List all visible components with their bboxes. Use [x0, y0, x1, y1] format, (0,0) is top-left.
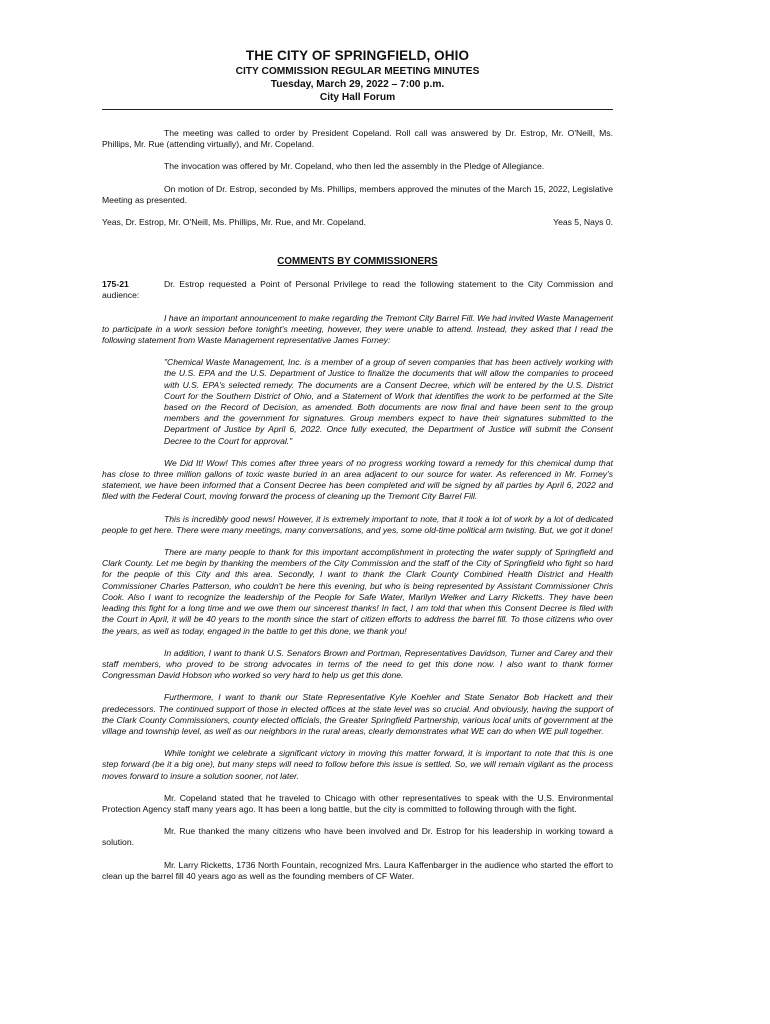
- document-header: [102, 48, 613, 104]
- item-intro-paragraph: [102, 279, 613, 301]
- item-intro-text: Dr. Estrop requested a Point of Personal Privilege to read the following statement to the City Commission and audience:: [102, 279, 613, 301]
- statement-paragraph: Furthermore, I want to thank our State Representative Kyle Koehler and State Senator Bob Hackett and their predecessors. The continued support of those in elected offices at the state level was so crucial. And obviously, having the support of the Clark County Commissioners, county elected officials, the Greater Springfield Partnership, various local units of government at the village and township level, as well as our neighbors in the rural areas, clearly demonstrates what WE can do when WE pull together.: [102, 692, 613, 736]
- followup-paragraph: Mr. Larry Ricketts, 1736 North Fountain, recognized Mrs. Laura Kaffenbarger in the audience who started the effort to clean up the barrel fill 40 years ago as well as the founding members of CF Water.: [102, 859, 613, 881]
- section-heading: COMMENTS BY COMMISSIONERS: [277, 256, 438, 268]
- meeting-date: Tuesday, March 29, 2022 – 7:00 p.m.: [270, 79, 445, 90]
- statement-paragraph: This is incredibly good news! However, it is extremely important to note, that it took a lot of work by a lot of dedicated people to get here. There were many meetings, many conversations, and yes, some old-time political arm twisting. But, we got it done!: [102, 513, 613, 535]
- statement-paragraph: We Did It! Wow! This comes after three years of no progress working toward a remedy for this chemical dump that has close to three million gallons of toxic waste buried in an area adjacent to our source for water. As referenced in Mr. Forney's statement, we have been informed that a Consent Decree has been completed and will be signed by all parties by April 6, 2022 and filed with the Federal Court, moving forward the process of cleaning up the Tremont City Barrel Fill.: [102, 457, 613, 502]
- waste-management-quote: "Chemical Waste Management, Inc. is a member of a group of seven companies that has been actively working with the U.S. EPA and the U.S. Department of Justice to finalize the documents that will allow the companies to proceed with U.S. EPA's selected remedy. The documents are a Consent Decree, which will be entered by the U.S. District Court for the Southern District of Ohio, and a Statement of Work that identifies the work to be performed at the Site based on the Record of Decision, as amended. Both documents are now final and have been sent to the group members and the government for signatures. Group members expect to have their signatures submitted to the Department of Justice by April 6, 2022. Once fully executed, the Department of Justice will submit the Consent Decree to the Court for approval.": [164, 357, 613, 446]
- minutes-page: [102, 48, 613, 882]
- vote-names: Yeas, Dr. Estrop, Mr. O'Neill, Ms. Phillips, Mr. Rue, and Mr. Copeland.: [102, 217, 367, 228]
- meeting-type: CITY COMMISSION REGULAR MEETING MINUTES: [235, 66, 480, 77]
- followup-paragraph: Mr. Copeland stated that he traveled to Chicago with other representatives to speak with the U.S. Environmental Protection Agency staff many years ago. It has been a long battle, but the city is committed to following through with the fight.: [102, 792, 613, 814]
- statement-paragraph: While tonight we celebrate a significant victory in moving this matter forward, it is important to note that this is one step forward (be it a big one), but many steps will need to follow before this issue is settled. So, we will remain vigilant as the process moves forward to insure a solution sooner, not later.: [102, 748, 613, 781]
- invocation-paragraph: The invocation was offered by Mr. Copeland, who then led the assembly in the Pledge of Allegiance.: [164, 161, 545, 172]
- vote-tally: Yeas 5, Nays 0.: [553, 217, 613, 228]
- header-divider: [102, 109, 613, 110]
- followup-paragraph: Mr. Rue thanked the many citizens who have been involved and Dr. Estrop for his leadership in working toward a solution.: [102, 826, 613, 848]
- statement-paragraph: There are many people to thank for this important accomplishment in protecting the water supply of Springfield and Clark County. Let me begin by thanking the members of the City Commission and the staff of the City of Springfield who fight so hard for the people of this City and this area. Secondly, I want to thank the Clark County Combined Health District and Health Commissioner Charles Patterson, who couldn't be here this evening, but who is being represented by Assistant Commissioner Chris Cook. Also I want to recognize the leadership of the People for Safe Water, Marilyn Welker and Larry Ricketts. They have been leading this fight for a long time and we owe them our sincerest thanks! In fact, I am told that when this Consent Decree is filed with the Court in April, it will be 40 years to the month since the start of citizen efforts to address the barrel fill. To those citizens who over the years, as well as today, engaged in the battle to get this done, we thank you!: [102, 547, 613, 636]
- minutes-motion-paragraph: On motion of Dr. Estrop, seconded by Ms. Phillips, members approved the minutes of the March 15, 2022, Legislative Meeting as presented.: [102, 183, 613, 205]
- item-number: 175-21: [102, 279, 129, 290]
- statement-paragraph: I have an important announcement to make regarding the Tremont City Barrel Fill. We had invited Waste Management to participate in a work session before tonight's meeting, however, they were unable to attend. Instead, they asked that I read the following statement from Waste Management representative James Forney:: [102, 312, 614, 346]
- statement-paragraph: In addition, I want to thank U.S. Senators Brown and Portman, Representatives Davidson, Turner and Carey and their staff members, who proved to be strong advocates in terms of the need to get this done now. I also want to thank former Congressman David Hobson who worked so very hard to help us get this done.: [102, 647, 613, 681]
- vote-line: [102, 217, 613, 228]
- call-to-order-paragraph: The meeting was called to order by President Copeland. Roll call was answered by Dr. Estrop, Mr. O'Neill, Ms. Phillips, Mr. Rue (attending virtually), and Mr. Copeland.: [102, 128, 613, 150]
- city-title: THE CITY OF SPRINGFIELD, OHIO: [245, 48, 470, 63]
- meeting-location: City Hall Forum: [319, 92, 396, 103]
